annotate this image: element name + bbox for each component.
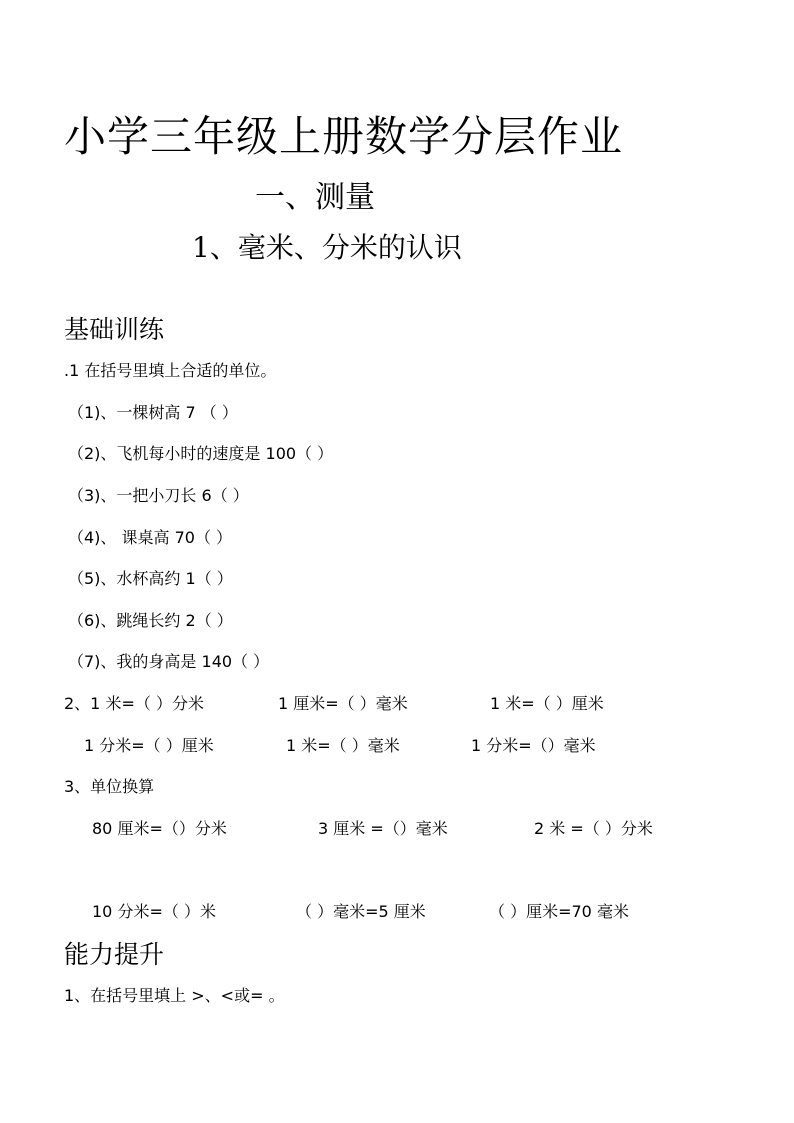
q2-row2-col1: 1 分米=（ ）厘米 [84,736,214,755]
page-title: 小学三年级上册数学分层作业 [64,112,624,161]
q1-item-3: （3)、一把小刀长 6（ ） [68,486,249,505]
section-advanced-heading: 能力提升 [64,940,165,969]
q3-row2-col2: （ ）毫米=5 厘米 [296,902,426,921]
q1-prompt: .1 在括号里填上合适的单位。 [64,361,277,380]
lesson-heading: 1、毫米、分米的认识 [192,231,462,264]
q3-row2-col3: （ ）厘米=70 毫米 [489,902,629,921]
q1-item-7: （7)、我的身高是 140（ ） [68,652,270,671]
chapter-heading: 一、测量 [255,180,375,215]
q2-row1-col2: 1 厘米=（ ）毫米 [278,694,408,713]
q1-item-6: （6)、跳绳长约 2（ ） [68,611,233,630]
q3-row2-col1: 10 分米=（ ）米 [92,902,216,921]
q1-item-5: （5)、水杯高约 1（ ） [68,569,233,588]
q1-item-1: （1)、一棵树高 7 （ ） [68,403,238,422]
q2-row2-col3: 1 分米=（）毫米 [471,736,596,755]
q3-row1-col2: 3 厘米 =（）毫米 [318,819,448,838]
section-basic-heading: 基础训练 [64,315,165,344]
q3-prompt: 3、单位换算 [64,777,155,796]
q1-item-4: （4)、 课桌高 70（ ） [68,528,233,547]
advanced-q1: 1、在括号里填上 >、<或= 。 [64,986,285,1005]
q3-row1-col3: 2 米 =（ ）分米 [534,819,653,838]
q2-row1-col1: 2、1 米=（ ）分米 [64,694,204,713]
q1-item-2: （2)、飞机每小时的速度是 100（ ） [68,444,334,463]
q2-row2-col2: 1 米=（ ）毫米 [286,736,400,755]
q2-row1-col3: 1 米=（ ）厘米 [490,694,604,713]
q3-row1-col1: 80 厘米=（）分米 [92,819,227,838]
